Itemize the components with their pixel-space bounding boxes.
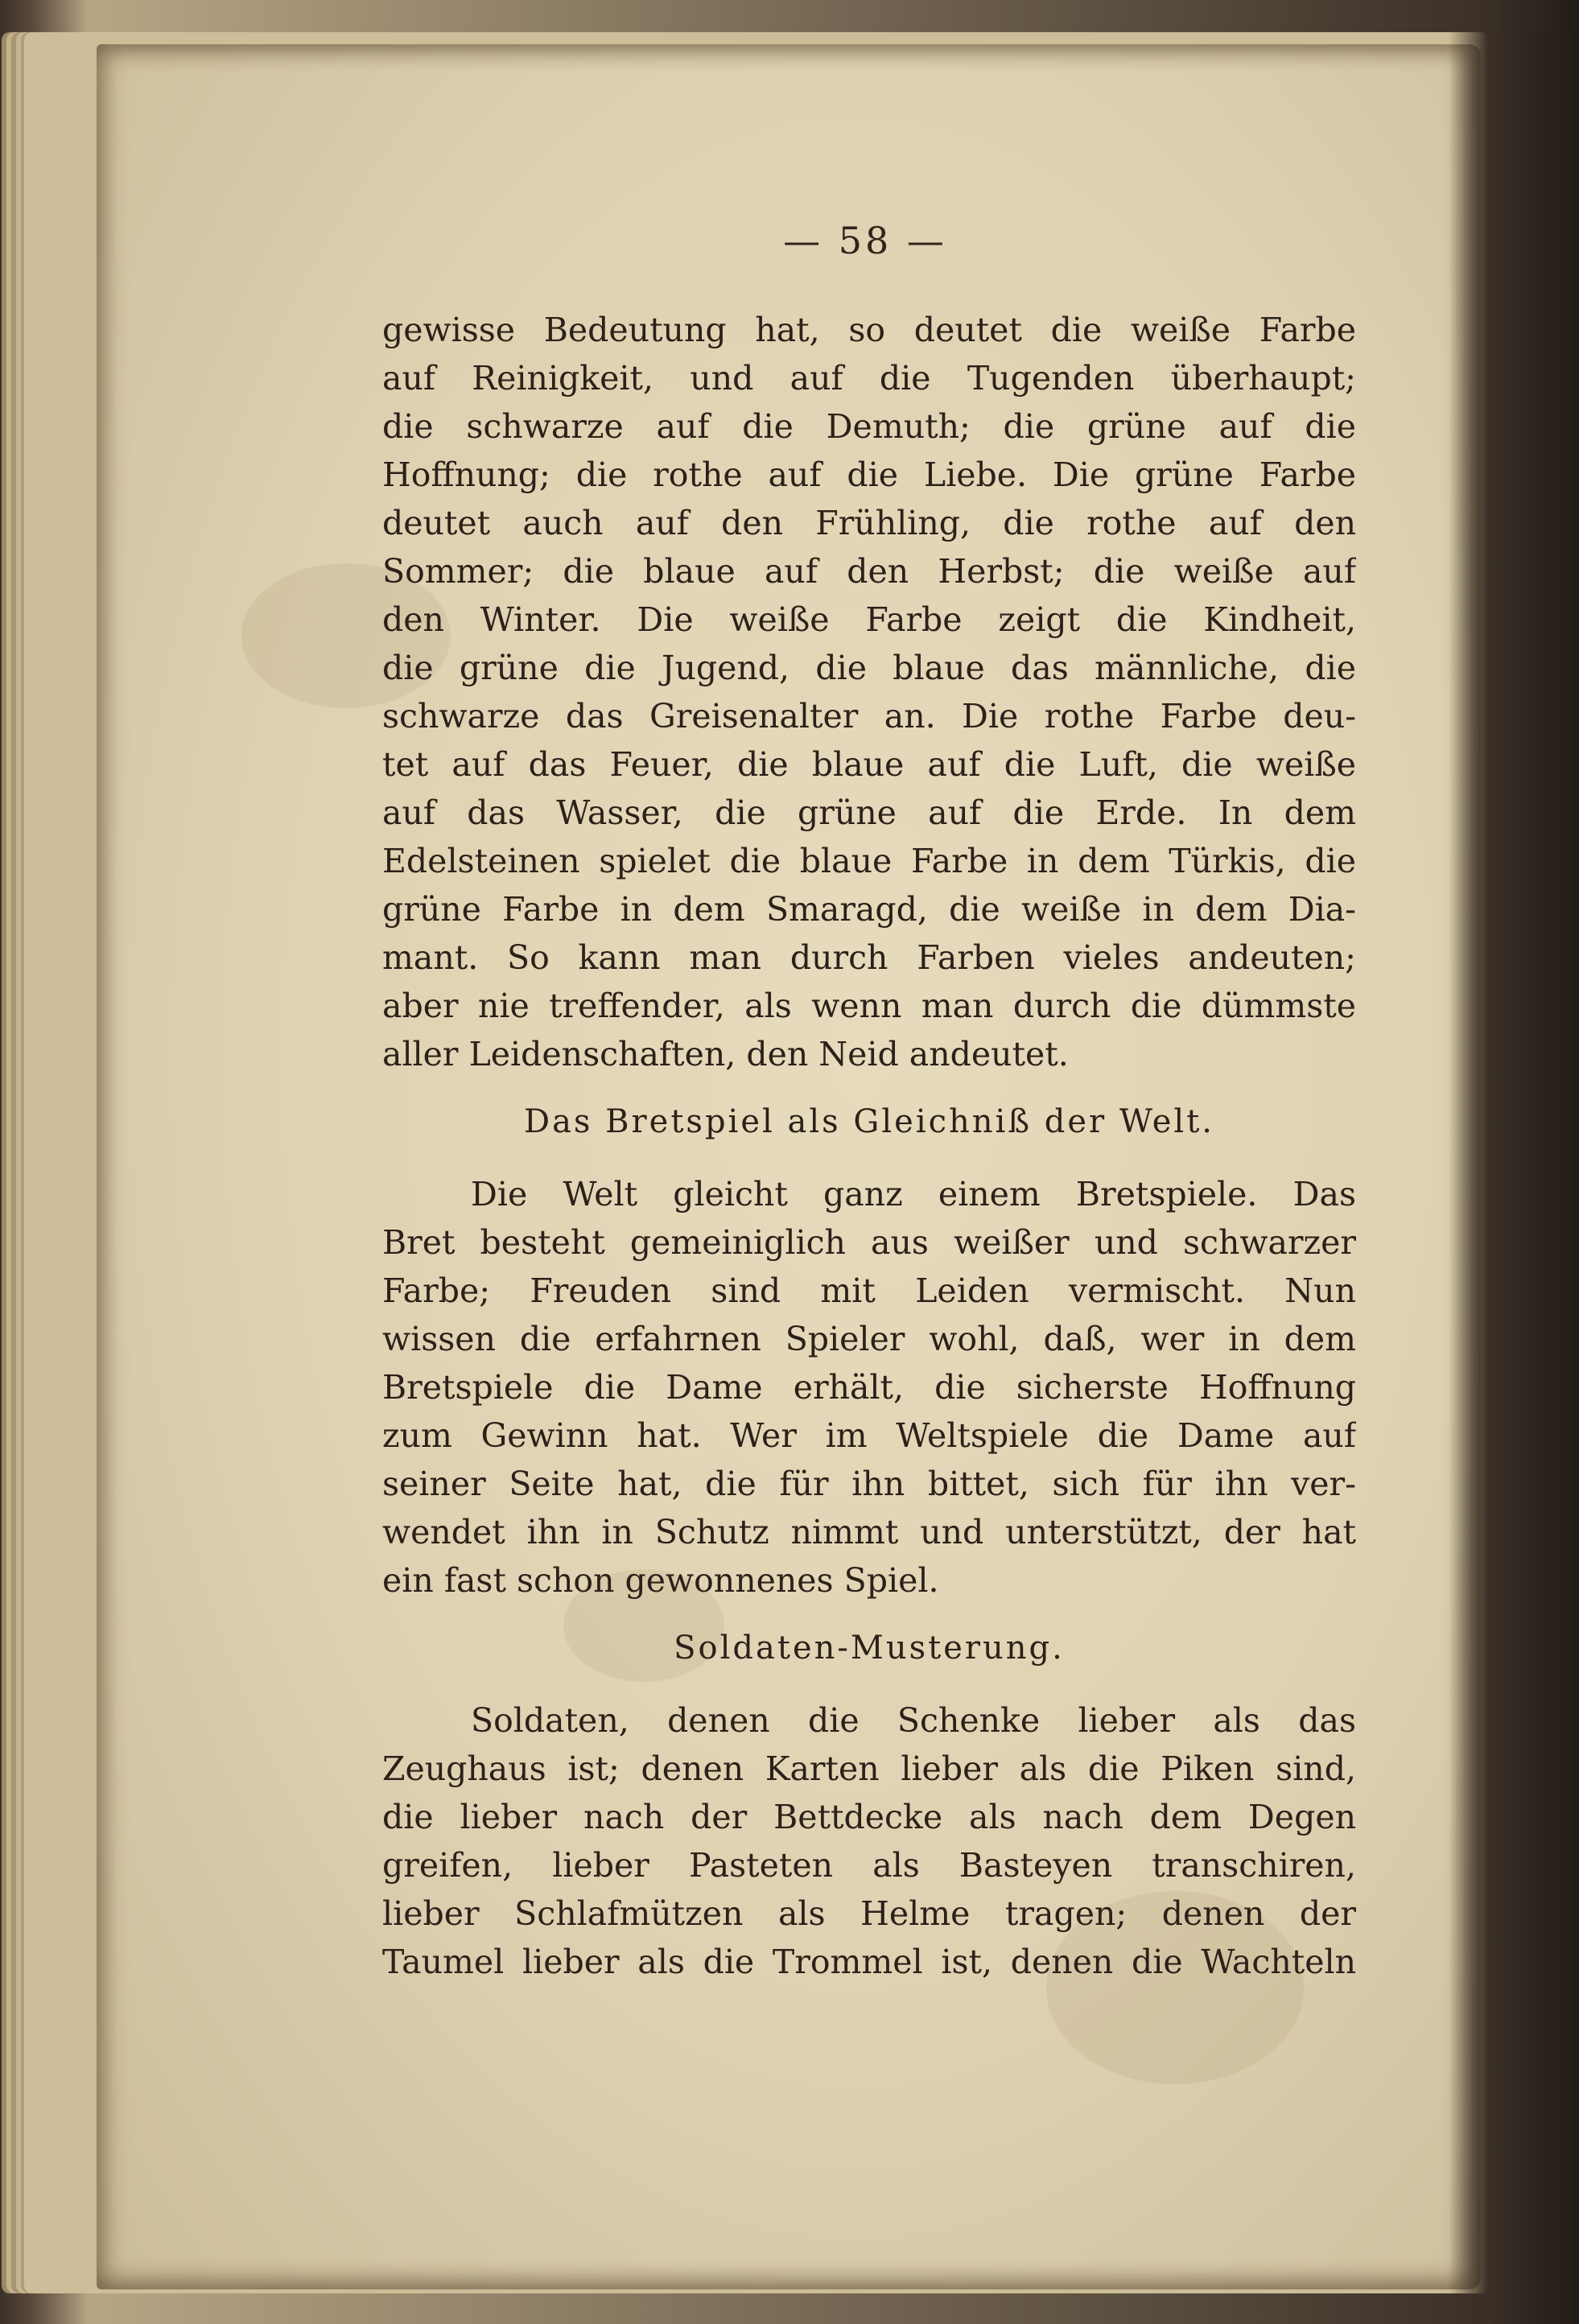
section-heading-soldaten: Soldaten-Musterung.	[674, 1630, 1065, 1667]
text-line: seiner Seite hat, die für ihn bittet, sich für ihn ver-	[382, 1465, 1356, 1503]
text-line: die schwarze auf die Demuth; die grüne auf die	[382, 407, 1356, 446]
book-gutter	[1449, 32, 1579, 2324]
page-number: — 58 —	[783, 219, 947, 262]
text-line: lieber Schlafmützen als Helme tragen; denen der	[382, 1894, 1356, 1933]
text-line: Bret besteht gemeiniglich aus weißer und schwarzer	[382, 1223, 1356, 1262]
text-line: auf Reinigkeit, und auf die Tugenden überhaupt;	[382, 359, 1356, 398]
page-text	[382, 306, 1356, 1986]
text-line: Edelsteinen spielet die blaue Farbe in dem Türkis, die	[382, 842, 1356, 880]
text-line: schwarze das Greisenalter an. Die rothe Farbe deu-	[382, 697, 1356, 736]
text-line: den Winter. Die weiße Farbe zeigt die Kindheit,	[382, 600, 1356, 639]
paragraph-colors	[382, 306, 1356, 1078]
paragraph-soldaten	[382, 1696, 1356, 1986]
section-heading-bretspiel: Das Bretspiel als Gleichniß der Welt.	[524, 1103, 1214, 1140]
text-line: Bretspiele die Dame erhält, die sicherste Hoffnung	[382, 1368, 1356, 1407]
text-line: Hoffnung; die rothe auf die Liebe. Die grüne Farbe	[382, 455, 1356, 494]
text-line: wendet ihn in Schutz nimmt und unterstützt, der hat	[382, 1513, 1356, 1551]
text-line: greifen, lieber Pasteten als Basteyen transchiren,	[382, 1846, 1356, 1885]
text-line: Sommer; die blaue auf den Herbst; die weiße auf	[382, 552, 1356, 591]
text-line: Die Welt gleicht ganz einem Bretspiele. Das	[471, 1175, 1356, 1214]
text-line: gewisse Bedeutung hat, so deutet die weiße Farbe	[382, 311, 1356, 349]
text-line: tet auf das Feuer, die blaue auf die Luft, die weiße	[382, 745, 1356, 784]
text-line: deutet auch auf den Frühling, die rothe auf den	[382, 504, 1356, 542]
text-line: wissen die erfahrnen Spieler wohl, daß, wer in dem	[382, 1320, 1356, 1358]
paragraph-bretspiel	[382, 1170, 1356, 1605]
text-line: ein fast schon gewonnenes Spiel.	[382, 1561, 939, 1600]
text-line: mant. So kann man durch Farben vieles andeuten;	[382, 938, 1356, 977]
text-line: die grüne die Jugend, die blaue das männliche, die	[382, 649, 1356, 687]
text-line: auf das Wasser, die grüne auf die Erde. In dem	[382, 793, 1356, 832]
text-line: grüne Farbe in dem Smaragd, die weiße in dem Dia-	[382, 890, 1356, 929]
text-line: Soldaten, denen die Schenke lieber als das	[471, 1701, 1356, 1740]
text-line: aller Leidenschaften, den Neid andeutet.	[382, 1035, 1069, 1073]
text-line: aber nie treffender, als wenn man durch die dümmste	[382, 987, 1356, 1025]
text-line: zum Gewinn hat. Wer im Weltspiele die Dame auf	[382, 1416, 1356, 1455]
text-line: Zeughaus ist; denen Karten lieber als die Piken sind,	[382, 1749, 1356, 1788]
text-line: Taumel lieber als die Trommel ist, denen die Wachteln	[382, 1943, 1356, 1981]
text-line: Farbe; Freuden sind mit Leiden vermischt. Nun	[382, 1271, 1356, 1310]
text-line: die lieber nach der Bettdecke als nach dem Degen	[382, 1798, 1356, 1836]
